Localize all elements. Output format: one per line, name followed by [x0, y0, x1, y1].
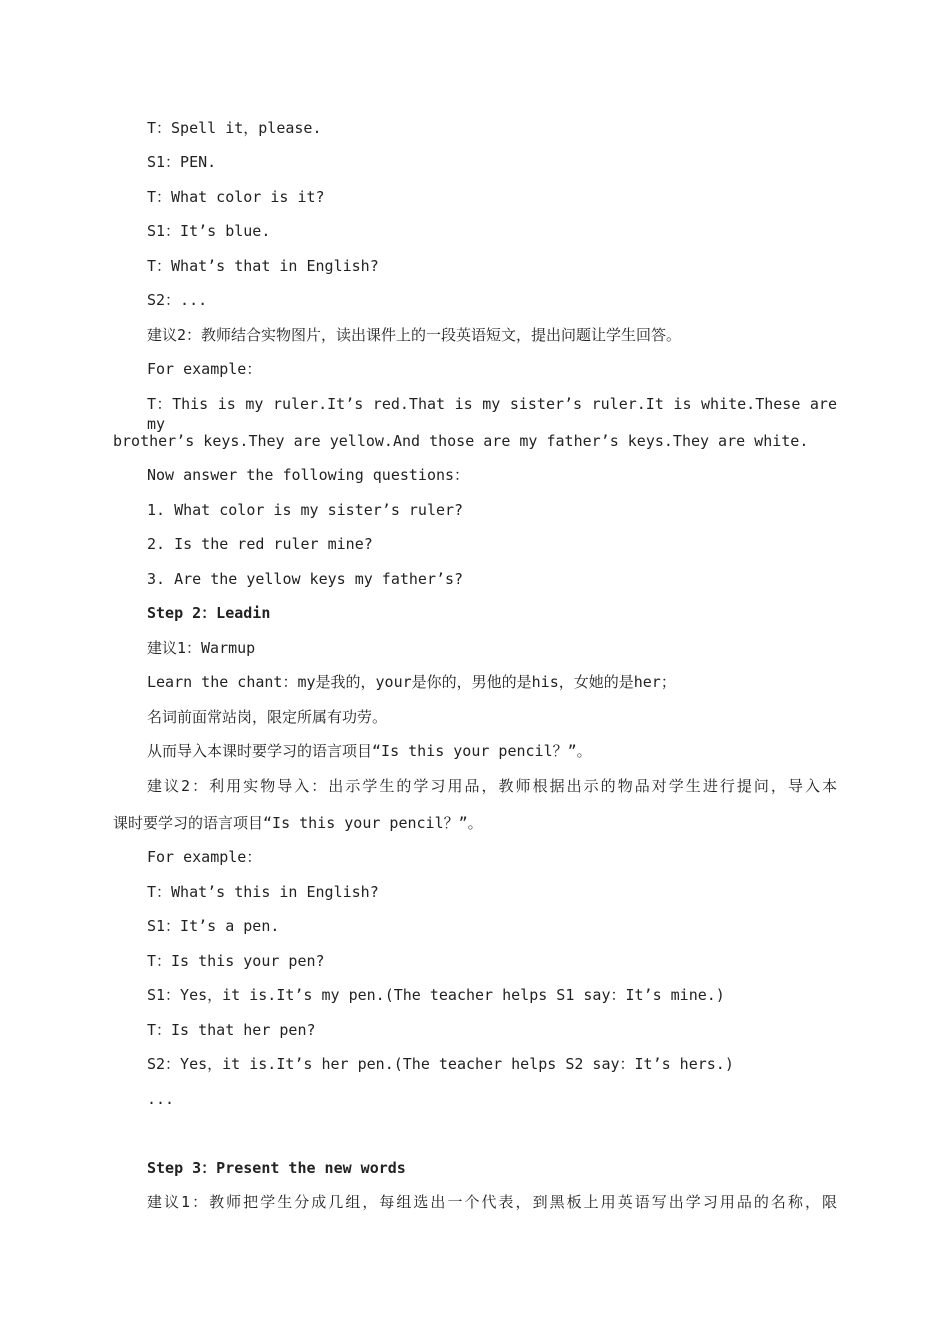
- passage-line: brother’s keys.They are yellow.And those are my father’s keys.They are white.: [113, 432, 809, 450]
- dialogue-line: S2：...: [147, 291, 208, 309]
- example-label: For example：: [147, 848, 262, 866]
- dialogue-line: T：What color is it?: [147, 188, 325, 206]
- chant-line: 名词前面常站岗，限定所属有功劳。: [147, 708, 388, 726]
- dialogue-line: S1：It’s a pen.: [147, 917, 280, 935]
- body-line: 课时要学习的语言项目“Is this your pencil？”。: [113, 814, 483, 832]
- body-line: 从而导入本课时要学习的语言项目“Is this your pencil？”。: [147, 742, 592, 760]
- question-intro: Now answer the following questions：: [147, 466, 470, 484]
- step-heading: Step 2：Leadin: [147, 604, 271, 622]
- suggestion-paragraph: 建议2：利用实物导入：出示学生的学习用品，教师根据出示的物品对学生进行提问，导入本: [147, 777, 837, 795]
- ellipsis-line: ...: [147, 1090, 175, 1108]
- step-heading: Step 3：Present the new words: [147, 1159, 406, 1177]
- passage-line: T：This is my ruler.It’s red.That is my sister’s ruler.It is white.These are my: [147, 395, 837, 433]
- suggestion-paragraph: 建议1：教师把学生分成几组，每组选出一个代表，到黑板上用英语写出学习用品的名称，限: [147, 1193, 837, 1211]
- dialogue-line: T：Spell it，please.: [147, 119, 322, 137]
- question-item: 1. What color is my sister’s ruler?: [147, 501, 464, 519]
- question-item: 2. Is the red ruler mine?: [147, 535, 373, 553]
- dialogue-line: T：What’s this in English?: [147, 883, 379, 901]
- dialogue-line: S1：Yes，it is.It’s my pen.(The teacher helps S1 say：It’s mine.): [147, 986, 725, 1004]
- question-item: 3. Are the yellow keys my father’s?: [147, 570, 464, 588]
- dialogue-line: S2：Yes，it is.It’s her pen.(The teacher helps S2 say：It’s hers.): [147, 1055, 734, 1073]
- example-label: For example：: [147, 360, 262, 378]
- dialogue-line: S1：It’s blue.: [147, 222, 271, 240]
- suggestion-paragraph: 建议2：教师结合实物图片，读出课件上的一段英语短文，提出问题让学生回答。: [147, 326, 682, 344]
- dialogue-line: T：Is this your pen?: [147, 952, 325, 970]
- suggestion-paragraph: 建议1：Warmup: [147, 639, 256, 657]
- dialogue-line: T：What’s that in English?: [147, 257, 379, 275]
- dialogue-line: S1：PEN.: [147, 153, 217, 171]
- dialogue-line: T：Is that her pen?: [147, 1021, 316, 1039]
- chant-line: Learn the chant：my是我的，your是你的，男他的是his，女她的是her；: [147, 673, 676, 691]
